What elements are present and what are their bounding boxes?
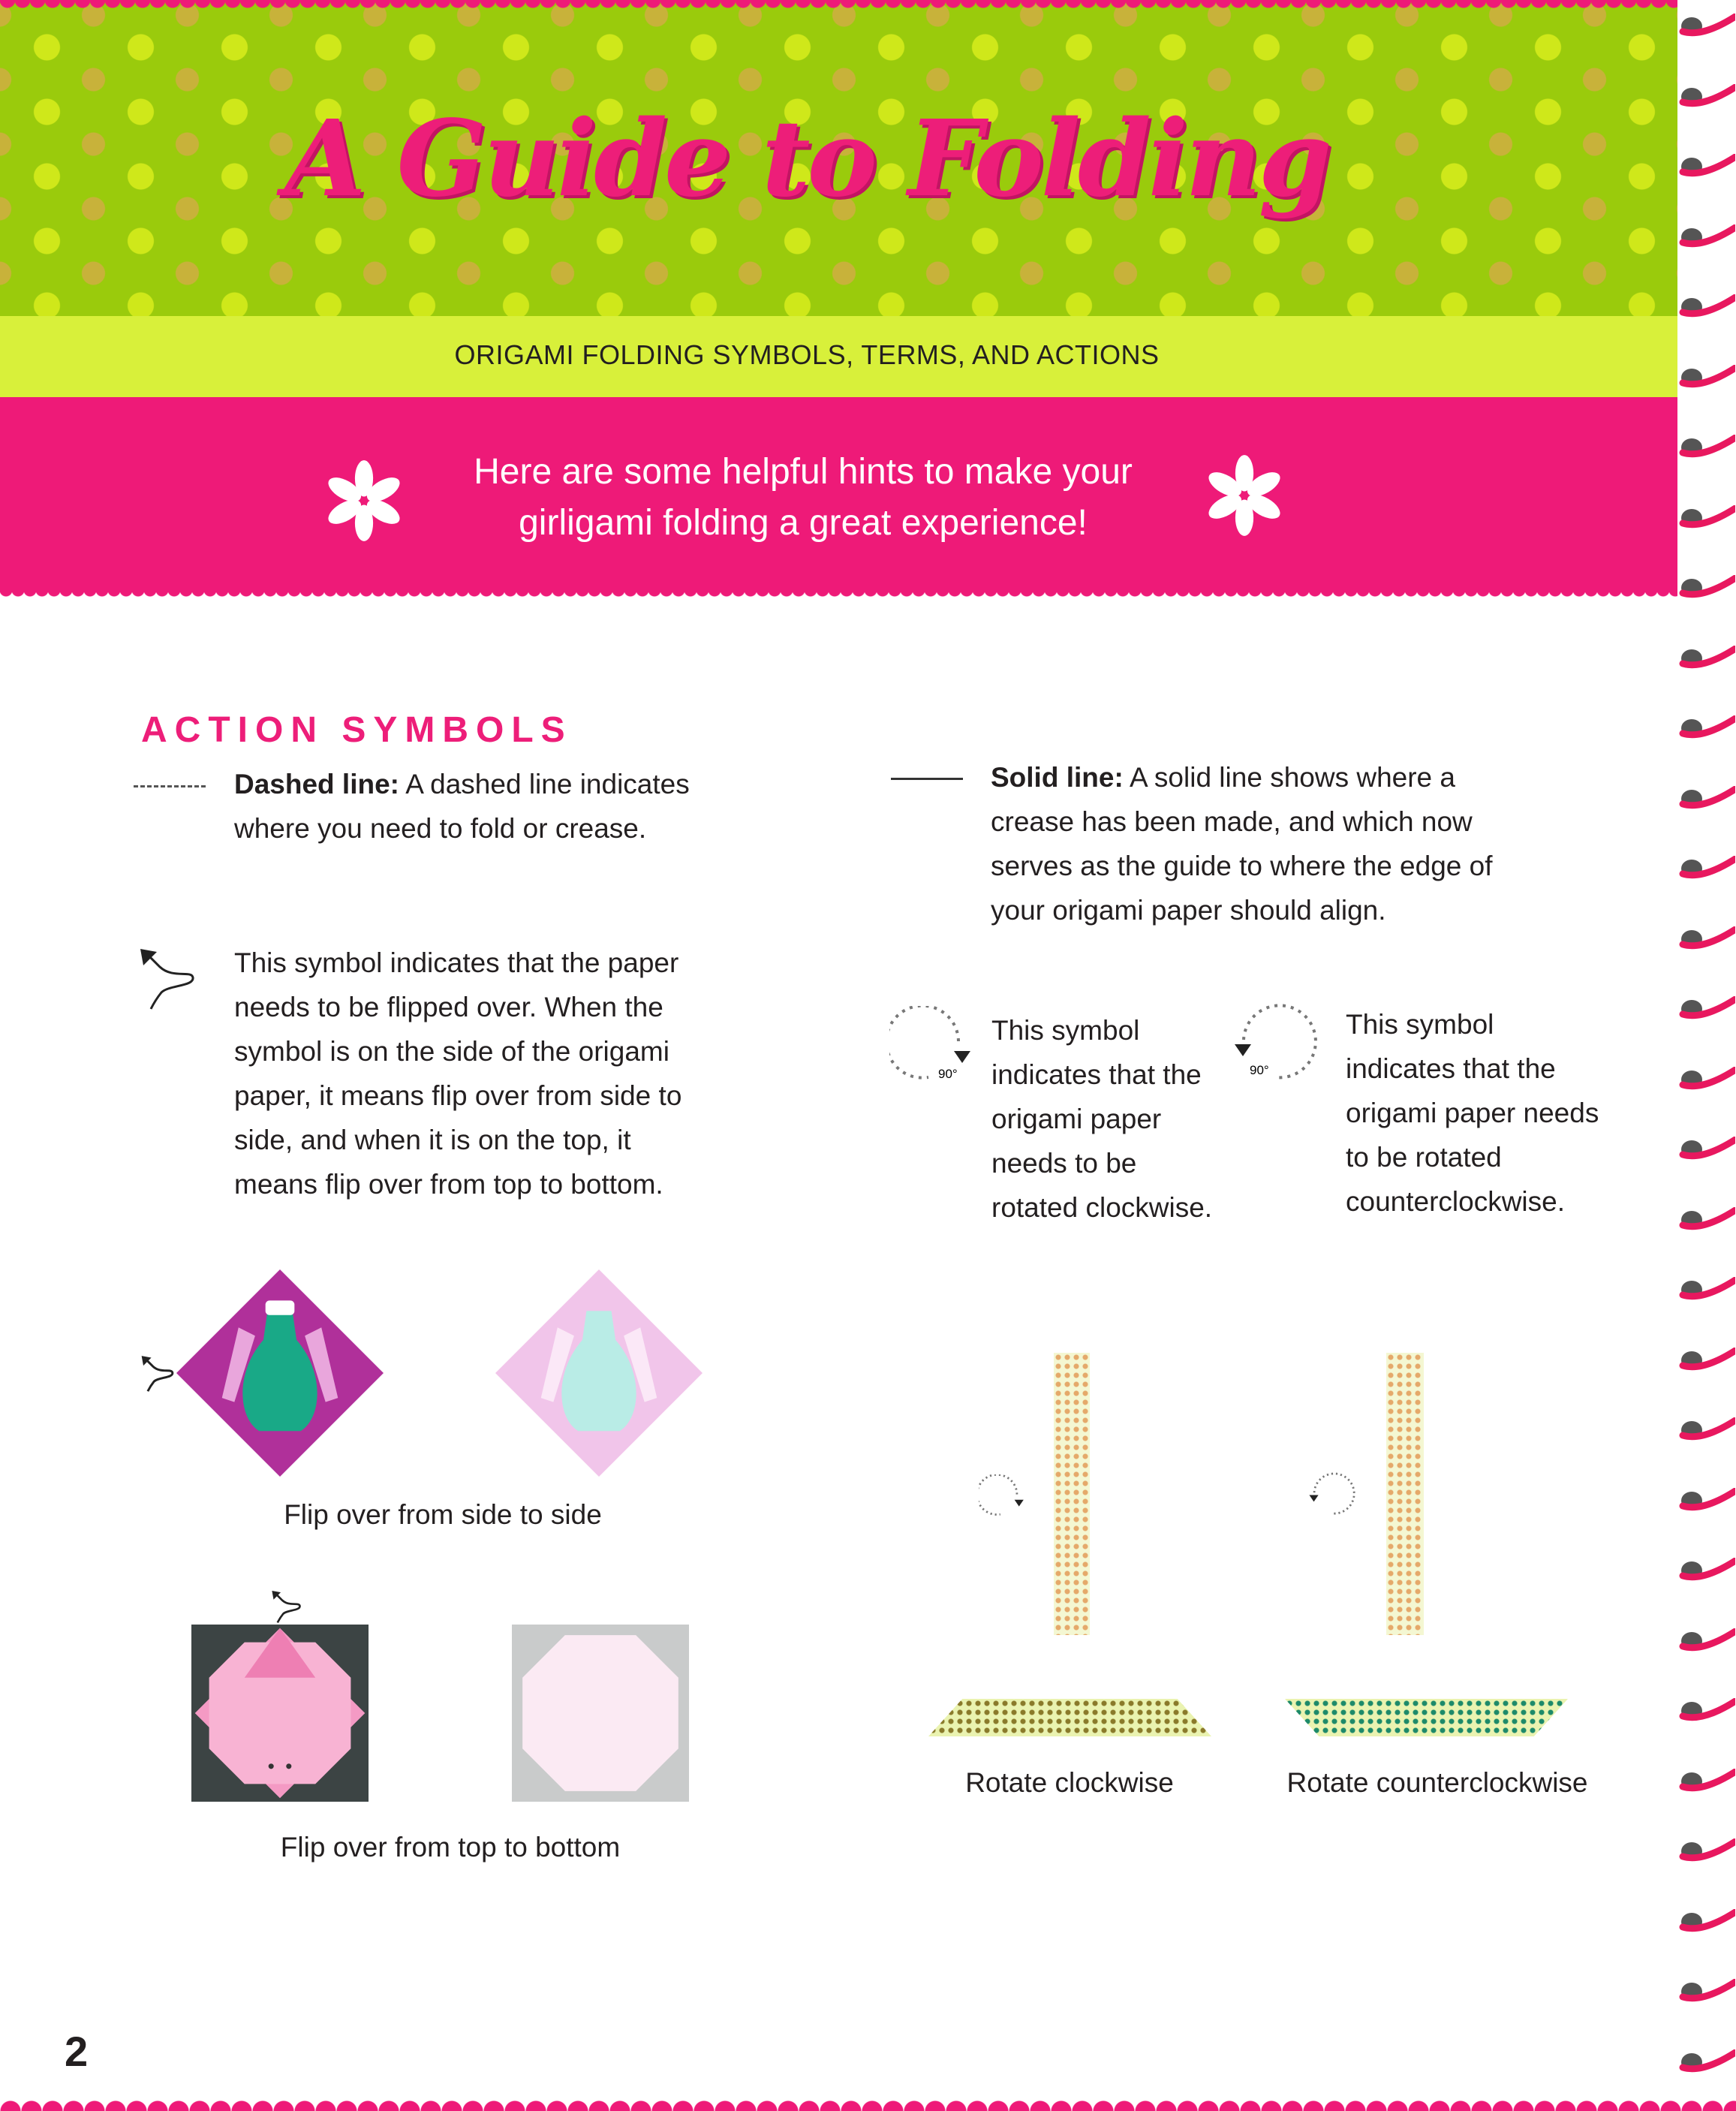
flip-over-icon	[140, 1355, 177, 1393]
origami-dress-front-illustration	[176, 1269, 384, 1477]
page-number: 2	[65, 2028, 89, 2075]
origami-dress-back-illustration	[495, 1269, 703, 1477]
rotate-clockwise-icon	[979, 1474, 1033, 1521]
origami-square-back-illustration	[511, 1625, 690, 1802]
dashed-line-icon	[134, 785, 206, 787]
flower-asterisk-icon	[323, 459, 405, 542]
spiral-ring-icon	[1675, 1558, 1735, 1583]
solid-line-icon	[891, 778, 963, 780]
spiral-ring-icon	[1675, 1348, 1735, 1373]
spiral-ring-icon	[1675, 996, 1735, 1022]
spiral-ring-icon	[1675, 926, 1735, 952]
spiral-ring-icon	[1675, 84, 1735, 110]
paper-strip-horizontal	[928, 1699, 1211, 1736]
spiral-ring-icon	[1675, 294, 1735, 320]
top-scallop-border	[0, 0, 1677, 11]
spiral-ring-icon	[1675, 224, 1735, 250]
dashed-line-description	[234, 762, 715, 851]
spiral-ring-icon	[1675, 1277, 1735, 1302]
spiral-ring-icon	[1675, 1628, 1735, 1654]
term: Solid line:	[991, 762, 1124, 793]
term: Dashed line:	[234, 769, 399, 800]
rotate-clockwise-icon	[889, 1006, 987, 1089]
spiral-ring-icon	[1675, 1698, 1735, 1724]
spiral-ring-icon	[1675, 14, 1735, 39]
flip-over-icon	[139, 947, 199, 1011]
caption-rotate-counterclockwise: Rotate counterclockwise	[1286, 1767, 1588, 1798]
banner-scallop-edge	[0, 590, 1677, 602]
page-title: A Guide to Folding	[284, 98, 1329, 221]
paper-strip-horizontal	[1285, 1699, 1568, 1736]
spiral-ring-icon	[1675, 365, 1735, 390]
spiral-ring-icon	[1675, 715, 1735, 741]
caption-flip-side: Flip over from side to side	[284, 1499, 602, 1530]
paper-strip-vertical	[1054, 1353, 1090, 1635]
spiral-ring-icon	[1675, 435, 1735, 460]
spiral-ring-icon	[1675, 1417, 1735, 1443]
spiral-ring-icon	[1675, 786, 1735, 812]
section-heading: ACTION SYMBOLS	[141, 710, 573, 750]
spiral-ring-icon	[1675, 1769, 1735, 1794]
flower-asterisk-icon	[1203, 454, 1286, 537]
spiral-ring-icon	[1675, 575, 1735, 601]
svg-text:90°: 90°	[938, 1067, 958, 1081]
spiral-ring-icon	[1675, 1488, 1735, 1513]
origami-square-front-illustration	[191, 1625, 369, 1802]
page-subtitle: ORIGAMI FOLDING SYMBOLS, TERMS, AND ACTIONS	[454, 339, 1160, 370]
spiral-ring-icon	[1675, 1067, 1735, 1092]
rotate-clockwise-description: This symbol indicates that the origami paper needs to be rotated clockwise.	[991, 1015, 1213, 1223]
rotate-counterclockwise-icon	[1229, 1002, 1326, 1085]
spiral-ring-icon	[1675, 856, 1735, 881]
spiral-ring-icon	[1675, 154, 1735, 179]
spiral-ring-icon	[1675, 505, 1735, 531]
solid-line-description	[991, 755, 1516, 932]
flip-description: This symbol indicates that the paper needs to be flipped over. When the symbol is on the side of the origami paper, it means flip over from side to side, and when it is on the top, it means flip over from top to bottom.	[234, 947, 682, 1200]
caption-rotate-clockwise: Rotate clockwise	[965, 1767, 1174, 1798]
caption-flip-top: Flip over from top to bottom	[280, 1832, 621, 1863]
spiral-ring-icon	[1675, 2049, 1735, 2075]
spiral-ring-icon	[1675, 1909, 1735, 1935]
definition: A solid line shows where a crease has been made, and which now serves as the guide to where the edge of your origami paper should align.	[991, 762, 1493, 926]
svg-text:90°: 90°	[1250, 1063, 1269, 1077]
rotate-counterclockwise-icon	[1306, 1471, 1360, 1518]
bottom-scallop-border	[0, 2094, 1736, 2111]
spiral-ring-icon	[1675, 1838, 1735, 1864]
spiral-ring-icon	[1675, 646, 1735, 671]
spiral-ring-icon	[1675, 1207, 1735, 1233]
paper-strip-vertical	[1386, 1353, 1424, 1635]
rotate-counterclockwise-description: This symbol indicates that the origami paper needs to be rotated counterclockwise.	[1346, 1009, 1599, 1217]
spiral-ring-icon	[1675, 1137, 1735, 1162]
hint-text: Here are some helpful hints to make your girligami folding a great experience!	[474, 452, 1133, 543]
flip-over-icon	[270, 1590, 304, 1624]
definition: A dashed line indicates where you need to fold or crease.	[234, 769, 690, 844]
spiral-ring-icon	[1675, 1979, 1735, 2004]
